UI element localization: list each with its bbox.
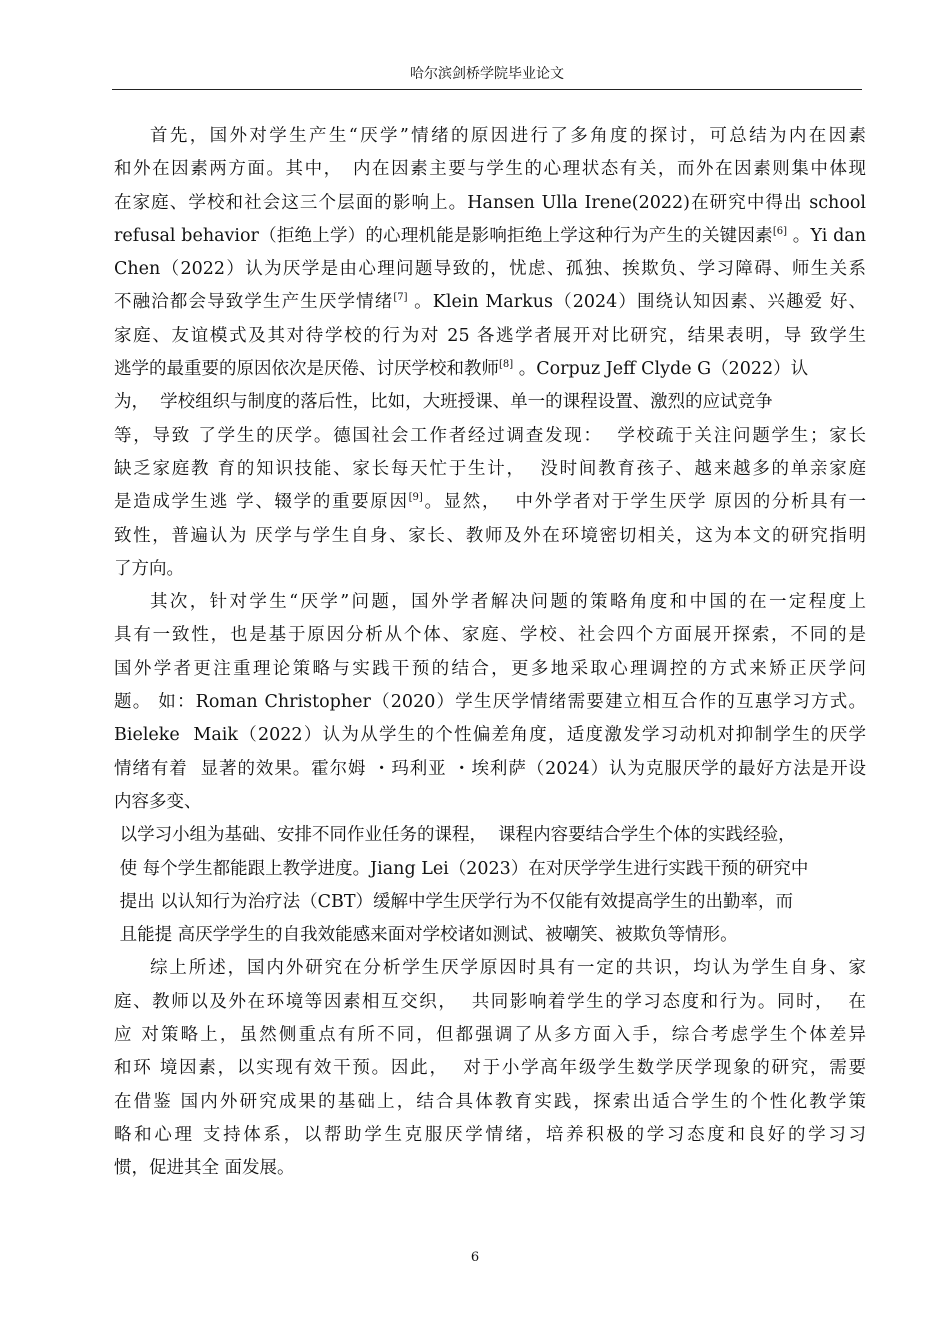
line-text: 在家庭、学校和社会这三个层面的影响上。Hansen Ulla Irene(2022)在研究中得出 school bbox=[114, 192, 866, 213]
line-text-continued: 。Corpuz Jeff Clyde G（2022）认 bbox=[513, 359, 809, 380]
line-text: 家庭、友谊模式及其对待学校的行为对 25 各逃学者展开对比研究，结果表明，导 致学生 bbox=[114, 325, 866, 346]
line-text: 逃学的最重要的原因依次是厌倦、讨厌学校和教师 bbox=[114, 359, 499, 380]
line-text: Bieleke Maik（2022）认为从学生的个性偏差角度，适度激发学习动机对抑制学生的厌学 bbox=[114, 725, 866, 746]
text-line bbox=[114, 1052, 866, 1085]
text-line bbox=[114, 819, 866, 852]
line-text: 情绪有着 显著的效果。霍尔姆 ・玛利亚 ・埃利萨（2024）认为克服厌学的最好方法是开设 bbox=[114, 758, 866, 779]
line-text: 且能提 高厌学学生的自我效能感来面对学校诸如测试、被嘲笑、被欺负等情形。 bbox=[114, 925, 738, 946]
line-text: 和环 境因素，以实现有效干预。因此， 对于小学高年级学生数学厌学现象的研究，需要 bbox=[114, 1058, 866, 1079]
text-line bbox=[114, 520, 866, 553]
line-text: 和外在因素两方面。其中， 内在因素主要与学生的心理状态有关，而外在因素则集中体现 bbox=[114, 159, 866, 180]
line-text: 在借鉴 国内外研究成果的基础上，结合具体教育实践，探索出适合学生的个性化教学策 bbox=[114, 1091, 866, 1112]
text-line bbox=[114, 986, 866, 1019]
line-text: 国外学者更注重理论策略与实践干预的结合，更多地采取心理调控的方式来矫正厌学问 bbox=[114, 658, 866, 679]
line-text: 了方向。 bbox=[114, 558, 184, 579]
citation-superscript: [9] bbox=[408, 492, 423, 504]
line-text: 庭、教师以及外在环境等因素相互交织， 共同影响着学生的学习态度和行为。同时， 在 bbox=[114, 991, 866, 1012]
line-text: 致性，普遍认为 厌学与学生自身、家长、教师及外在环境密切相关，这为本文的研究指明 bbox=[114, 525, 866, 546]
text-line bbox=[114, 786, 866, 819]
text-line bbox=[114, 353, 866, 386]
line-text: 提出 以认知行为治疗法（CBT）缓解中学生厌学行为不仅能有效提高学生的出勤率，而 bbox=[114, 891, 794, 912]
line-text: 缺乏家庭教 育的知识技能、家长每天忙于生计， 没时间教育孩子、越来越多的单亲家庭 bbox=[114, 458, 866, 479]
text-line bbox=[114, 719, 866, 752]
paragraph bbox=[114, 952, 866, 1185]
line-text: 首先，国外对学生产生“厌学”情绪的原因进行了多角度的探讨，可总结为内在因素 bbox=[150, 126, 866, 146]
citation-superscript: [8] bbox=[499, 359, 514, 371]
text-line bbox=[114, 553, 866, 586]
citation-superscript: [7] bbox=[393, 292, 408, 304]
text-line bbox=[114, 187, 866, 220]
line-text: 综上所述，国内外研究在分析学生厌学原因时具有一定的共识，均认为学生自身、家 bbox=[150, 958, 866, 979]
line-text: 以学习小组为基础、安排不同作业任务的课程， 课程内容要结合学生个体的实践经验， bbox=[114, 825, 796, 846]
line-text: 具有一致性，也是基于原因分析从个体、家庭、学校、社会四个方面展开探索，不同的是 bbox=[114, 625, 866, 646]
text-line bbox=[114, 286, 866, 319]
paragraph bbox=[114, 120, 866, 586]
text-line bbox=[114, 653, 866, 686]
page-number: 6 bbox=[470, 1250, 480, 1265]
citation-superscript: [6] bbox=[772, 225, 787, 237]
line-text-continued: 。Klein Markus（2024）围绕认知因素、兴趣爱 好、 bbox=[407, 292, 866, 313]
line-text-continued: 。Yi dan bbox=[786, 225, 866, 246]
line-text: 是造成学生逃 学、辍学的重要原因 bbox=[114, 492, 409, 513]
text-line bbox=[114, 886, 866, 919]
text-line bbox=[114, 453, 866, 486]
line-text: 应 对策略上，虽然侧重点有所不同，但都强调了从多方面入手，综合考虑学生个体差异 bbox=[114, 1025, 866, 1046]
line-text: 内容多变、 bbox=[114, 791, 202, 812]
line-text: 其次，针对学生“厌学”问题，国外学者解决问题的策略角度和中国的在一定程度上 bbox=[150, 592, 866, 613]
text-line bbox=[114, 586, 866, 619]
line-text: 等，导致 了学生的厌学。德国社会工作者经过调查发现： 学校疏于关注问题学生；家长 bbox=[114, 425, 866, 446]
text-line bbox=[114, 1019, 866, 1052]
line-text: 惯，促进其全 面发展。 bbox=[114, 1158, 295, 1179]
line-text: 为， 学校组织与制度的落后性，比如，大班授课、单一的课程设置、激烈的应试竞争 bbox=[114, 392, 773, 413]
text-line bbox=[114, 686, 866, 719]
text-line bbox=[114, 153, 866, 186]
document-body bbox=[114, 120, 866, 1186]
line-text: 使 每个学生都能跟上教学进度。Jiang Lei（2023）在对厌学学生进行实践干预的研究中 bbox=[114, 858, 809, 879]
text-line bbox=[114, 952, 866, 985]
text-line bbox=[114, 1152, 866, 1185]
text-line bbox=[114, 919, 866, 952]
running-header: 哈尔滨剑桥学院毕业论文 bbox=[410, 66, 564, 82]
text-line bbox=[114, 486, 866, 519]
line-text: Chen（2022）认为厌学是由心理问题导致的，忧虑、孤独、挨欺负、学习障碍、师生关系 bbox=[114, 259, 866, 280]
text-line bbox=[114, 853, 866, 886]
text-line bbox=[114, 386, 866, 419]
text-line bbox=[114, 320, 866, 353]
text-line bbox=[114, 1119, 866, 1152]
line-text: 略和心理 支持体系，以帮助学生克服厌学情绪，培养积极的学习态度和良好的学习习 bbox=[114, 1124, 866, 1145]
text-line bbox=[114, 420, 866, 453]
line-text: refusal behavior（拒绝上学）的心理机能是影响拒绝上学这种行为产生的关键因素 bbox=[114, 225, 773, 246]
text-line bbox=[114, 1086, 866, 1119]
paragraph bbox=[114, 586, 866, 952]
text-line bbox=[114, 120, 866, 153]
line-text: 不融洽都会导致学生产生厌学情绪 bbox=[114, 292, 394, 313]
line-text-continued: 。显然， 中外学者对于学生厌学 原因的分析具有一 bbox=[422, 492, 867, 513]
text-line bbox=[114, 753, 866, 786]
header-rule bbox=[112, 89, 862, 90]
text-line bbox=[114, 253, 866, 286]
text-line bbox=[114, 619, 866, 652]
line-text: 题。 如：Roman Christopher（2020）学生厌学情绪需要建立相互合作的互惠学习方式。 bbox=[114, 692, 866, 713]
text-line bbox=[114, 220, 866, 253]
